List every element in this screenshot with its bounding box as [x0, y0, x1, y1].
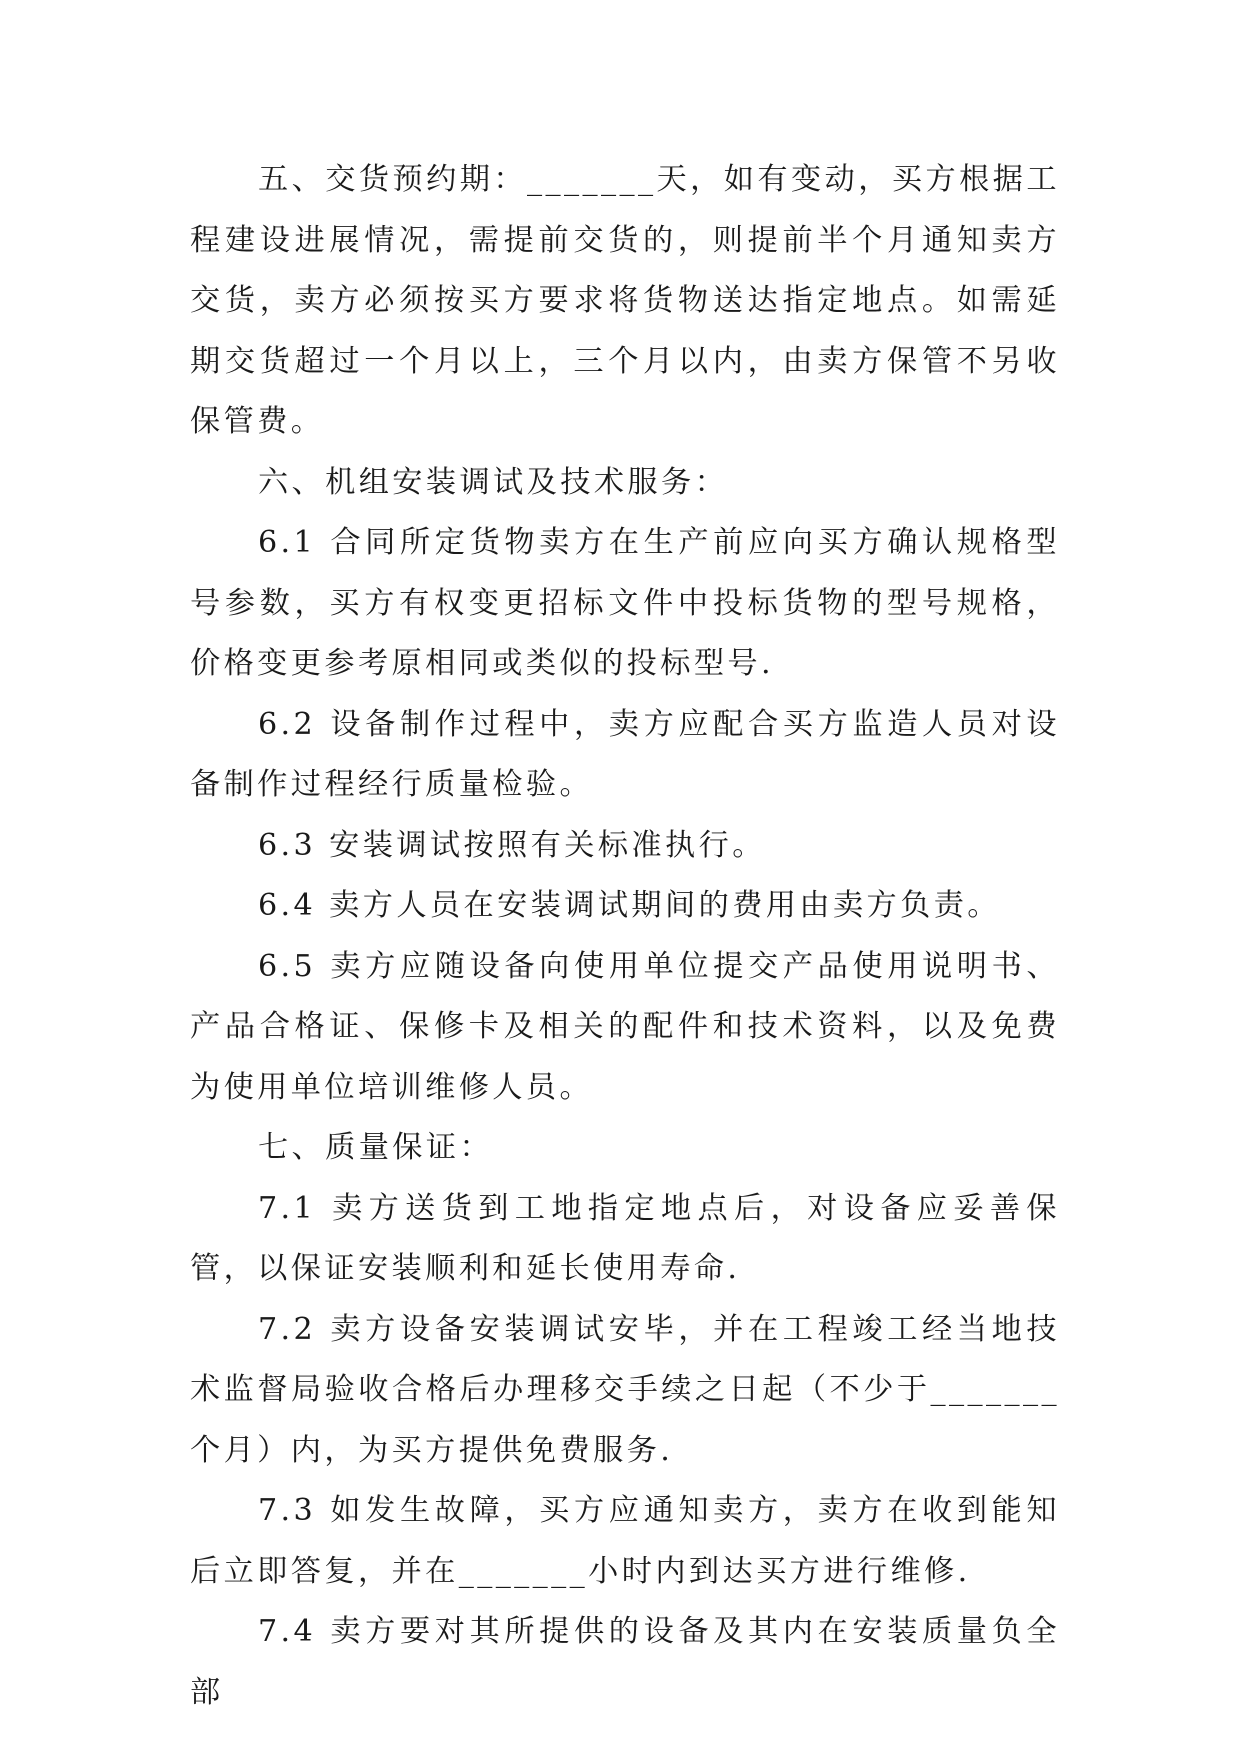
clause-7-1: 7.1 卖方送货到工地指定地点后，对设备应妥善保管，以保证安装顺利和延长使用寿命.: [190, 1190, 1060, 1286]
section-7-heading: 七、质量保证：: [257, 1130, 494, 1165]
clause-5-delivery-appointment: 五、交货预约期：_______天，如有变动，买方根据工程建设进展情况，需提前交货的，则提前半个月通知卖方交货，卖方必须按买方要求将货物送达指定地点。如需延期交货超过一个月以上，三个月以内，由卖方保管不另收保管费。: [190, 162, 1060, 439]
section-6-heading: 六、机组安装调试及技术服务：: [257, 464, 729, 500]
clause-7-3: 7.3 如发生故障，买方应通知卖方，卖方在收到能知后立即答复，并在_______小时内到达买方进行维修.: [190, 1493, 1060, 1589]
clause-6-4: 6.4 卖方人员在安装调试期间的费用由卖方负责。: [257, 888, 1001, 923]
clause-6-2: 6.2 设备制作过程中，卖方应配合买方监造人员对设备制作过程经行质量检验。: [190, 706, 1060, 802]
clause-7-2: 7.2 卖方设备安装调试安毕，并在工程竣工经当地技术监督局验收合格后办理移交手续之日起（不少于_______个月）内，为买方提供免费服务.: [190, 1311, 1060, 1468]
clause-6-3: 6.3 安装调试按照有关标准执行。: [257, 827, 766, 863]
document-page: [190, 150, 1060, 1723]
clause-6-5: 6.5 卖方应随设备向使用单位提交产品使用说明书、产品合格证、保修卡及相关的配件和技术资料，以及免费为使用单位培训维修人员。: [190, 948, 1060, 1105]
clause-6-1: 6.1 合同所定货物卖方在生产前应向买方确认规格型号参数，买方有权变更招标文件中投标货物的型号规格，价格变更参考原相同或类似的投标型号.: [190, 525, 1060, 681]
clause-7-4: 7.4 卖方要对其所提供的设备及其内在安装质量负全部: [190, 1614, 1060, 1710]
